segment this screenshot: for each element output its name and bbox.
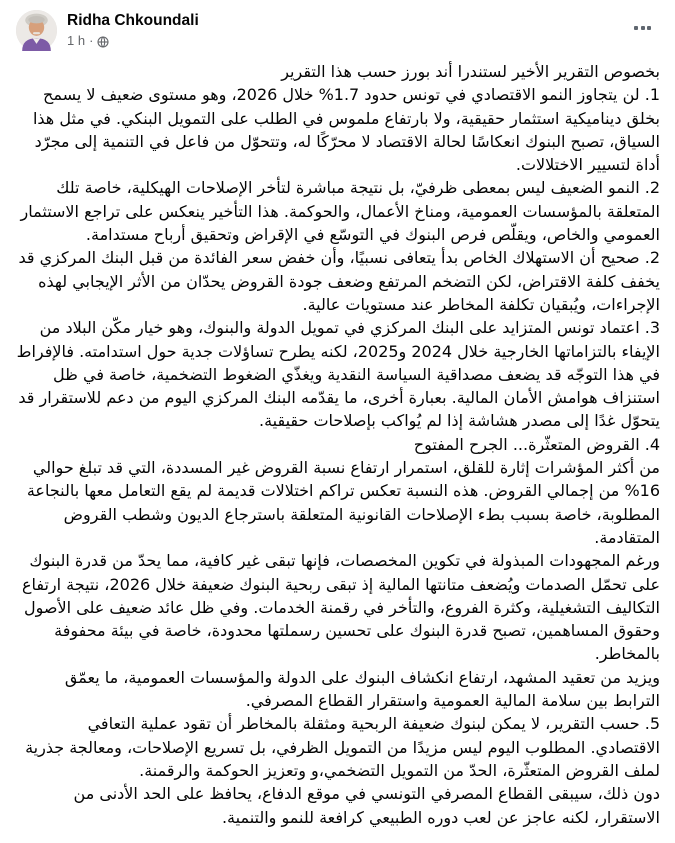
- post-header-text: [67, 10, 199, 49]
- post-paragraph: بخصوص التقرير الأخير لستندرا أند بورز حسب هذا التقرير: [281, 62, 660, 81]
- post-paragraph: 2. صحيح أن الاستهلاك الخاص بدأ يتعافى نسبيًا، وأن خفض سعر الفائدة من قبل البنك المركزي قد يخفف كلفة الاقتراض، لكن التضخم المرتفع وضعف جودة القروض يحدّان من الأثر الإيجابي لهذه الإجراءات، ويُبقيان تكلفة المخاطر عند مستويات عالية.: [18, 248, 660, 314]
- post-body-text: [0, 53, 675, 843]
- timestamp[interactable]: 1 h: [67, 33, 86, 48]
- post-paragraph: 1. لن يتجاوز النمو الاقتصادي في تونس حدود 1.7% خلال 2026، وهو مستوى ضعيف لا يسمح بخلق ديناميكية استثمار حقيقية، ولا بارتفاع ملموس في الطلب على التمويل البنكي. في مثل هذا السياق، تصبح البنوك انعكاسًا لحالة الاقتصاد لا محرّكًا له، وتتحوّل من فاعل في التنمية إلى مجرّد أداة لتسيير الاختلالات.: [32, 85, 660, 175]
- post-paragraph: ويزيد من تعقيد المشهد، ارتفاع انكشاف البنوك على الدولة والمؤسسات العمومية، ما يعمّق الترابط بين سلامة المالية العمومية واستقرار القطاع المصرفي.: [64, 667, 660, 711]
- post-paragraph: 2. النمو الضعيف ليس بمعطى ظرفيّ، بل نتيجة مباشرة لتأخر الإصلاحات الهيكلية، خاصة تلك المتعلقة بالمؤسسات العمومية، ومناخ الأعمال، والحوكمة. هذا التأخير ينعكس على تراجع الاستثمار العمومي والخاص، ويقلّص فرص البنوك في التوسّع في الإقراض وتحقيق أرباح مستدامة.: [20, 178, 660, 245]
- post-paragraph: دون ذلك، سيبقى القطاع المصرفي التونسي في موقع الدفاع، يحافظ على الحد الأدنى من الاستقرار، لكنه عاجز عن لعب دوره الطبيعي كرافعة للنمو والتنمية.: [73, 784, 660, 827]
- post-paragraph: 4. القروض المتعثّرة... الجرح المفتوح: [413, 434, 660, 454]
- post-meta: [67, 33, 199, 49]
- post-header: [0, 0, 675, 53]
- post-paragraph: 3. اعتماد تونس المتزايد على البنك المركزي في تمويل الدولة والبنوك، وهو خيار مكّن البلاد من الإيفاء بالتزاماتها الخارجية خلال 2024 و2025، لكنه يطرح تساؤلات جدية حول استدامته. فالإفراط في هذا التوجّه قد يضعف مصداقية السياسة النقدية ويغذّي الضغوط التضخمية، خاصة في ظل استنزاف هوامش الأمان المالية. بعبارة أخرى، ما يقدّمه البنك المركزي اليوم من دعم للاستقرار قد يتحوّل غدًا إلى مصدر هشاشة إذا لم يُواكب بإصلاحات حقيقية.: [16, 318, 660, 431]
- globe-icon: [97, 36, 109, 48]
- post-paragraph: 5. حسب التقرير، لا يمكن لبنوك ضعيفة الربحية ومثقلة بالمخاطر أن تقود عملية التعافي الاقتصادي. المطلوب اليوم ليس مزيدًا من التمويل الظرفي، بل تسريع الإصلاحات، ومعالجة جذرية لملف القروض المتعثّرة، الحدّ من التمويل التضخمي،و وتعزيز الحوكمة والرقمنة.: [25, 714, 660, 780]
- meta-separator: ·: [89, 33, 94, 48]
- ellipsis-dot: [641, 26, 645, 30]
- more-options-button[interactable]: [626, 18, 659, 38]
- ellipsis-dot: [647, 26, 651, 30]
- ellipsis-dot: [634, 26, 638, 30]
- avatar[interactable]: [16, 10, 57, 51]
- post-paragraph: ورغم المجهودات المبذولة في تكوين المخصصات، فإنها تبقى غير كافية، مما يحدّ من قدرة البنوك على تحمّل الصدمات ويُضعف متانتها المالية إذ تبقى ربحية البنوك ضعيفة خلال 2026، نتيجة ارتفاع التكاليف التشغيلية، وكثرة الفروع، والتأخر في رقمنة الخدمات. وفي ظل عائد ضعيف على الأصول وحقوق المساهمين، تصبح قدرة البنوك على تحسين رسملتها محدودة، خاصة في بيئة محفوفة بالمخاطر.: [21, 551, 660, 664]
- post-paragraph: من أكثر المؤشرات إثارة للقلق، استمرار ارتفاع نسبة القروض غير المسددة، التي قد تبلغ حوالي 16% من إجمالي القروض. هذه النسبة تعكس تراكم اختلالات قديمة لم يقع التعامل معها بالنجاعة المطلوبة، خاصة بسبب بطء الإصلاحات القانونية المتعلقة باسترجاع الديون وشطب القروض المتقادمة.: [26, 458, 660, 547]
- author-name[interactable]: Ridha Chkoundali: [67, 12, 199, 29]
- avatar-portrait-image: [16, 10, 57, 51]
